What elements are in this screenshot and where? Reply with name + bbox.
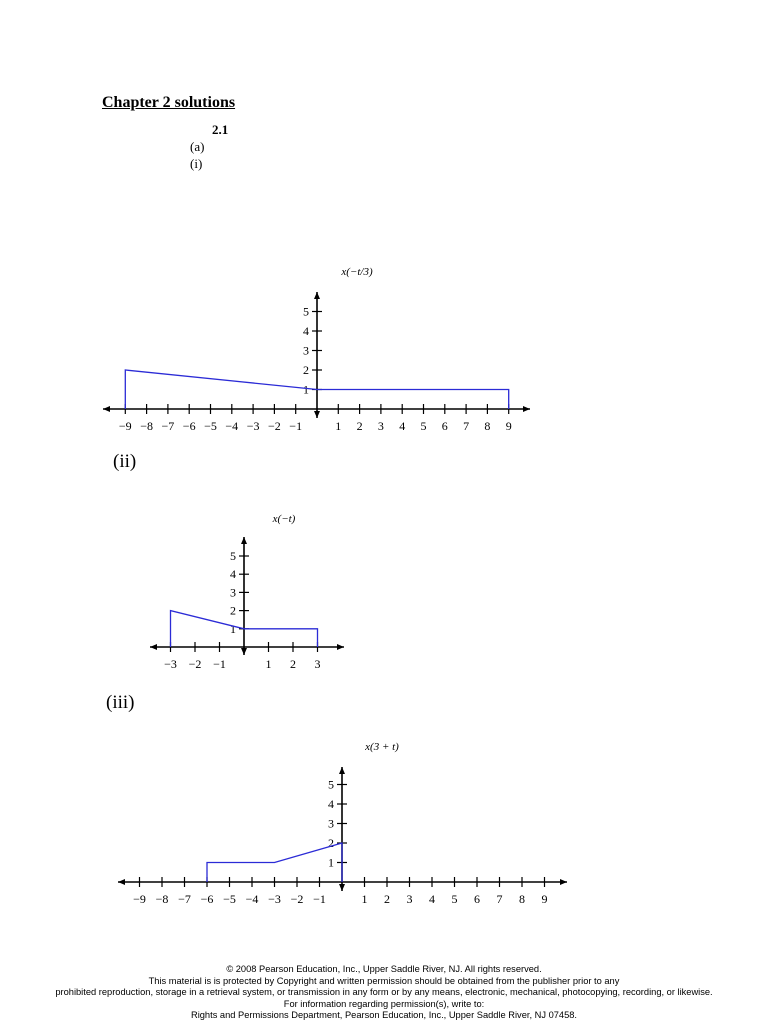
x-tick-label: 7: [496, 892, 503, 906]
y-tick-label: 1: [303, 382, 309, 397]
y-tick-label: 5: [303, 304, 309, 319]
x-tick-label: −6: [200, 892, 214, 906]
x-tick-label: 1: [265, 657, 272, 671]
x-tick-label: 4: [429, 892, 435, 906]
x-tick-label: 3: [377, 419, 384, 433]
y-tick-label: 3: [328, 816, 334, 831]
x-tick-label: −9: [133, 892, 146, 906]
x-tick-label: −3: [164, 657, 177, 671]
y-tick-label: 1: [328, 855, 334, 870]
x-axis-arrow: [523, 406, 530, 412]
x-tick-label: −4: [245, 892, 259, 906]
chart-title: x(−t/3): [341, 266, 373, 278]
x-axis-arrow: [103, 406, 110, 412]
x-tick-label: −7: [161, 419, 175, 433]
x-tick-label: −3: [268, 892, 281, 906]
y-tick-label: 4: [328, 797, 334, 811]
footer-line: © 2008 Pearson Education, Inc., Upper Saddle River, NJ. All rights reserved.: [226, 964, 542, 974]
problem-number: 2.1: [212, 122, 229, 137]
x-tick-label: 1: [335, 419, 342, 433]
x-tick-label: 2: [384, 892, 390, 906]
y-axis-arrow: [314, 292, 320, 299]
x-tick-label: −1: [313, 892, 326, 906]
x-tick-label: 6: [441, 419, 448, 433]
x-tick-label: −5: [223, 892, 236, 906]
x-tick-label: 9: [505, 419, 512, 433]
x-tick-label: −1: [289, 419, 303, 433]
footer-line: For information regarding permission(s), write to:: [283, 998, 485, 1009]
x-tick-label: −7: [178, 892, 191, 906]
y-tick-label: 4: [303, 324, 309, 338]
x-tick-label: 5: [420, 419, 427, 433]
x-tick-label: 6: [474, 892, 480, 906]
x-tick-label: 3: [406, 892, 413, 906]
y-tick-label: 2: [230, 603, 236, 618]
part-label: (a): [190, 139, 205, 154]
y-tick-label: 2: [303, 363, 309, 377]
subpart-label-i: (i): [190, 156, 203, 171]
x-tick-label: −1: [213, 657, 226, 671]
y-tick-label: 2: [328, 836, 334, 850]
x-tick-label: −9: [118, 419, 132, 433]
footer-line: Rights and Permissions Department, Pearson Education, Inc., Upper Saddle River, NJ 07458.: [190, 1010, 578, 1021]
x-tick-label: 5: [451, 892, 458, 906]
x-tick-label: −4: [225, 419, 239, 433]
x-tick-label: −6: [182, 419, 196, 433]
x-tick-label: 7: [463, 419, 470, 433]
y-tick-label: 4: [230, 567, 236, 582]
y-axis-arrow: [314, 411, 320, 418]
chapter-heading: Chapter 2 solutions: [102, 94, 236, 111]
x-tick-label: 8: [519, 892, 525, 906]
x-tick-label: −2: [268, 419, 281, 433]
x-tick-label: 3: [314, 657, 321, 671]
y-tick-label: 3: [230, 585, 236, 600]
chart-title: x(−t): [272, 513, 296, 525]
x-tick-label: 8: [484, 419, 491, 433]
x-tick-label: −2: [290, 892, 304, 906]
x-tick-label: −8: [155, 892, 169, 906]
x-tick-label: 2: [356, 419, 363, 433]
x-tick-label: 4: [399, 419, 406, 433]
footer-line: This material is is protected by Copyright and written permission should be obtained from the publisher prior to any: [148, 975, 620, 986]
copyright-footer: [0, 964, 768, 1022]
y-tick-label: 5: [328, 777, 334, 792]
chart-title: x(3 + t): [365, 741, 399, 753]
x-tick-label: 2: [290, 657, 296, 671]
y-tick-label: 3: [303, 343, 309, 358]
y-tick-label: 1: [230, 621, 236, 636]
x-tick-label: −3: [246, 419, 260, 433]
y-tick-label: 5: [230, 549, 236, 563]
subpart-label-ii: (ii): [113, 451, 137, 472]
x-tick-label: −8: [140, 419, 153, 433]
x-tick-label: 9: [541, 892, 548, 906]
x-tick-label: −5: [204, 419, 217, 433]
x-tick-label: 1: [361, 892, 368, 906]
x-tick-label: −2: [188, 657, 202, 671]
subpart-label-iii: (iii): [106, 692, 135, 713]
footer-line: prohibited reproduction, storage in a retrieval system, or transmission in any form or by any means, electronic, mechanical, photocopying, recording, or likewise.: [55, 987, 713, 998]
